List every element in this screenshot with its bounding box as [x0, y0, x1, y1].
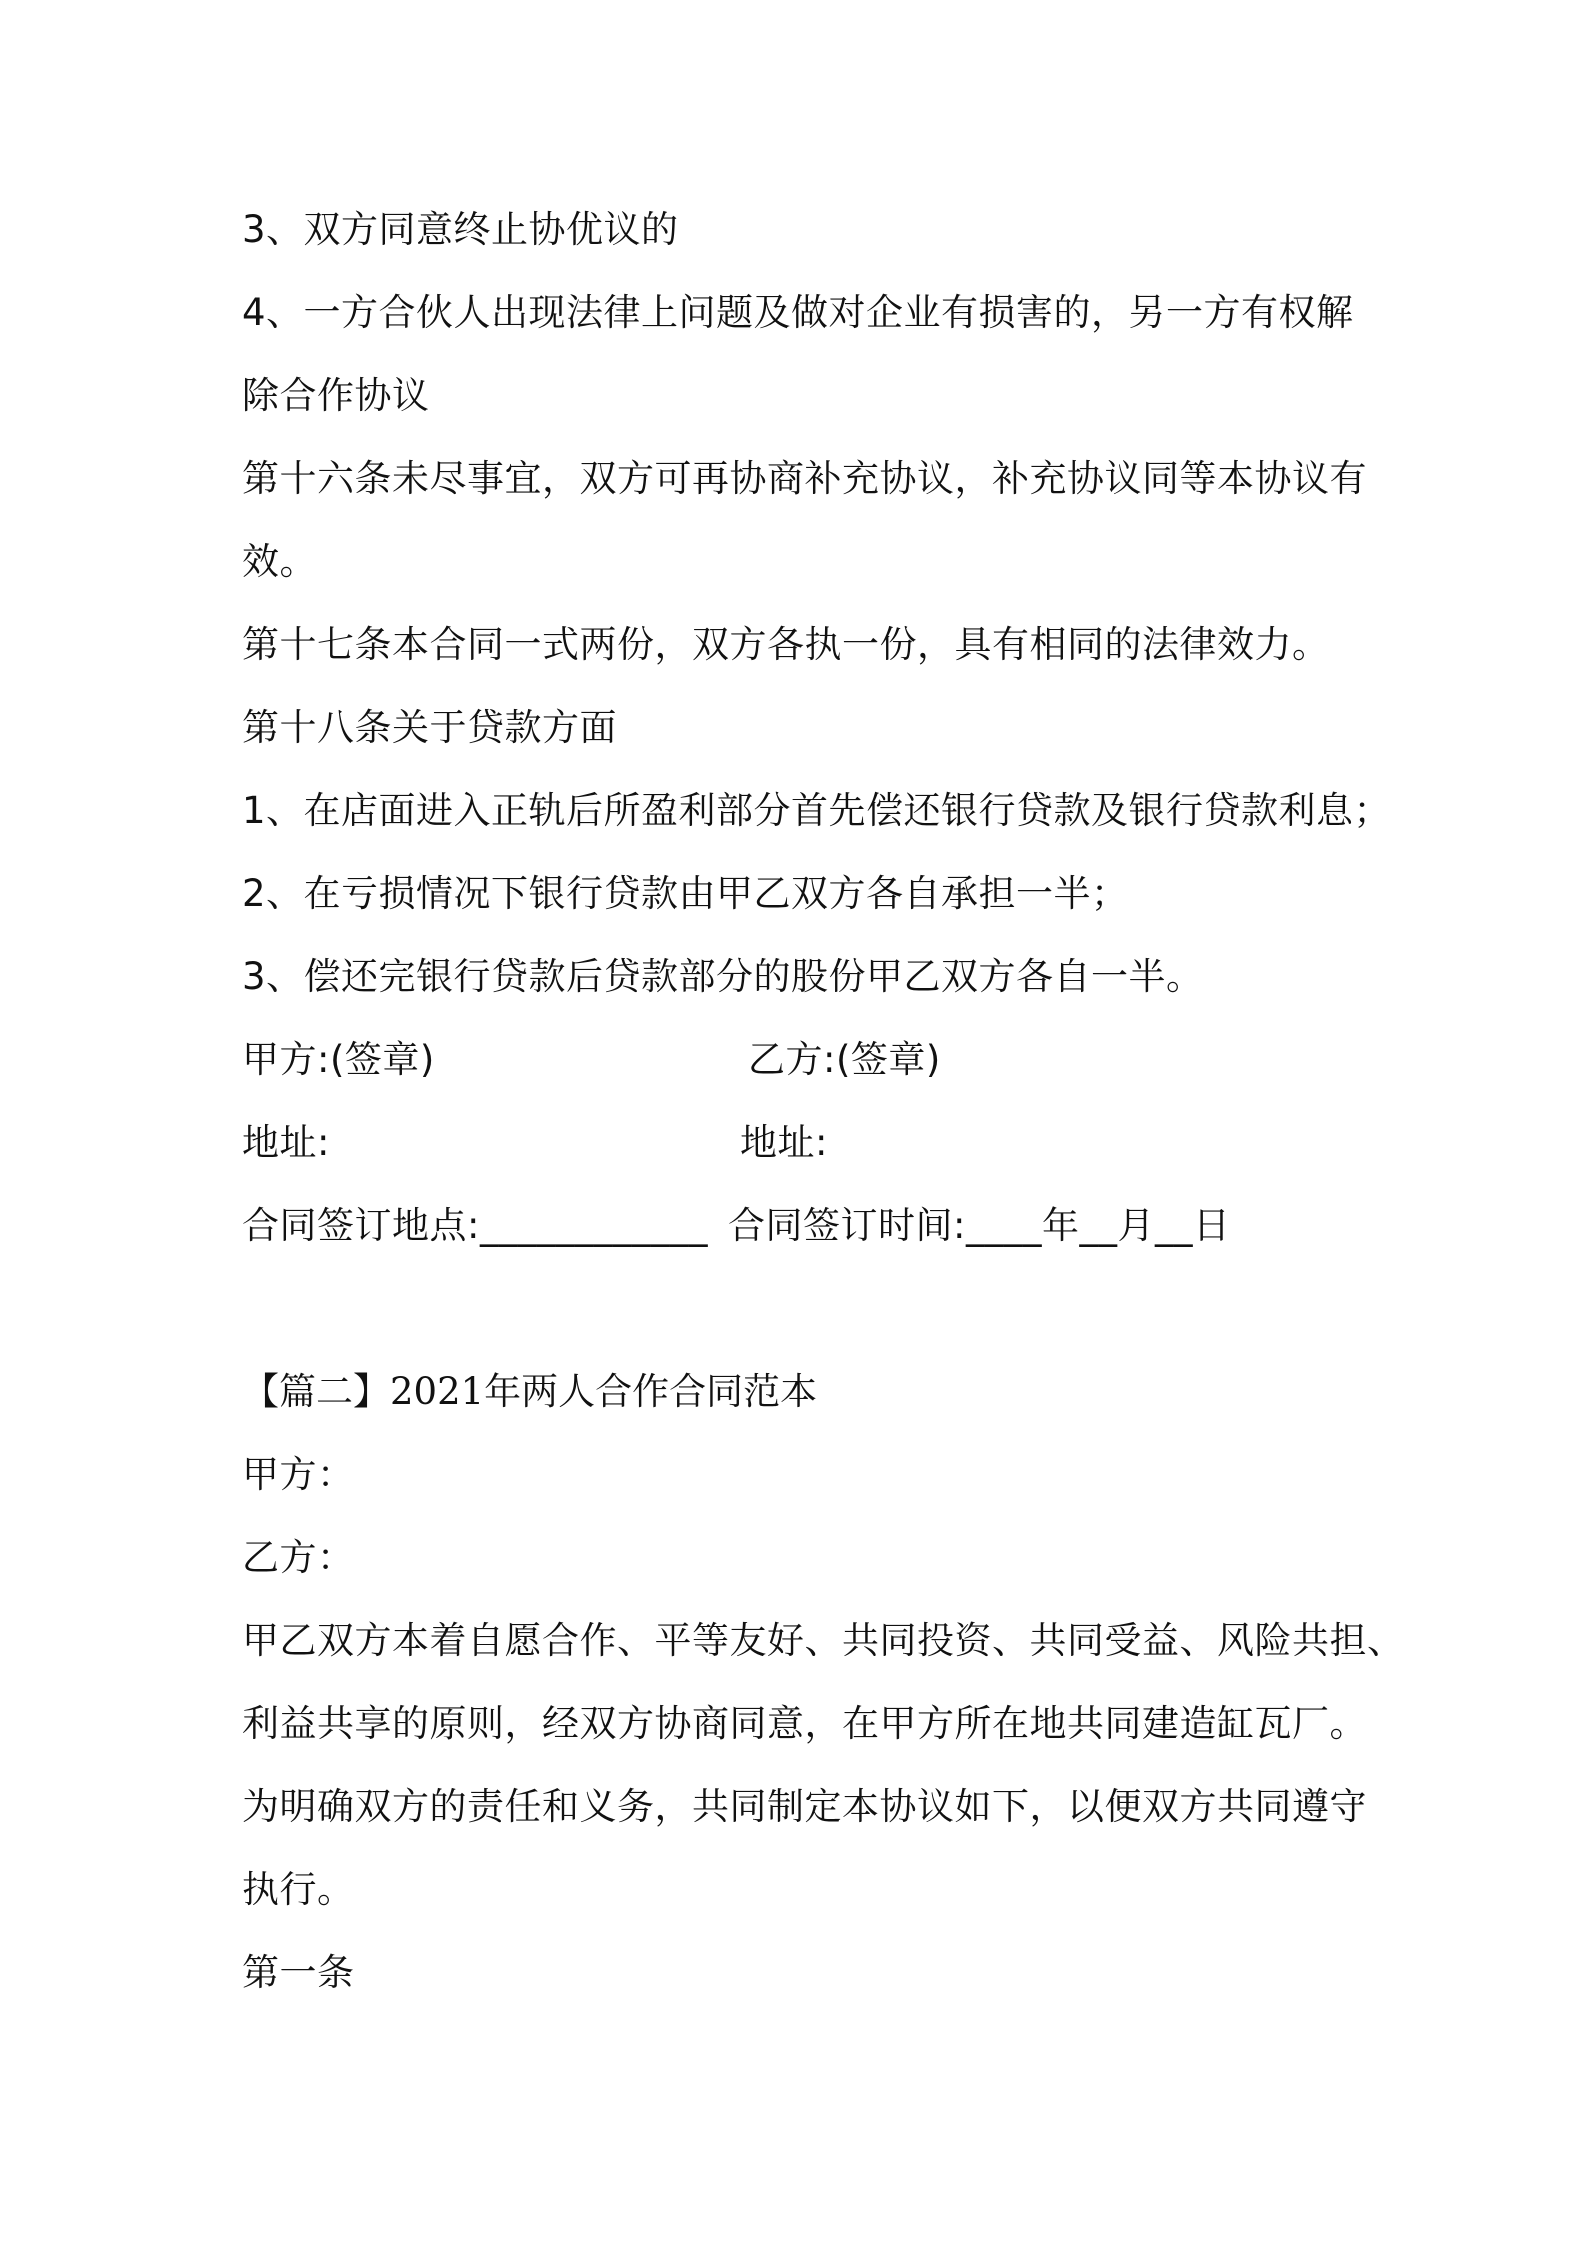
party-b-label: 乙方：: [242, 1536, 355, 1579]
text-line: 4、一方合伙人出现法律上问题及做对企业有损害的，另一方有权解: [242, 291, 1354, 334]
text-line: 为明确双方的责任和义务，共同制定本协议如下，以便双方共同遵守: [242, 1785, 1367, 1828]
text-line: 3、偿还完银行贷款后贷款部分的股份甲乙双方各自一半。: [242, 955, 1204, 998]
section-heading: 【篇二】2021年两人合作合同范本: [242, 1370, 818, 1413]
party-a-signature: 甲方:(签章): [242, 1038, 435, 1081]
text-line: 第十八条关于贷款方面: [242, 706, 617, 749]
contract-sign-place: 合同签订地点:____________: [242, 1204, 708, 1247]
text-line: 执行。: [242, 1868, 355, 1911]
text-line: 3、双方同意终止协优议的: [242, 208, 679, 251]
party-b-signature: 乙方:(签章): [748, 1038, 941, 1081]
text-line: 除合作协议: [242, 374, 430, 417]
text-line: 甲乙双方本着自愿合作、平等友好、共同投资、共同受益、风险共担、: [242, 1619, 1405, 1662]
text-line: 1、在店面进入正轨后所盈利部分首先偿还银行贷款及银行贷款利息；: [242, 789, 1392, 832]
contract-sign-time: 合同签订时间:____年__月__日: [728, 1204, 1231, 1247]
text-line: 2、在亏损情况下银行贷款由甲乙双方各自承担一半；: [242, 872, 1129, 915]
article-heading: 第一条: [242, 1951, 355, 1994]
text-line: 效。: [242, 540, 317, 583]
text-line: 第十七条本合同一式两份，双方各执一份，具有相同的法律效力。: [242, 623, 1330, 666]
party-b-address: 地址:: [740, 1121, 828, 1164]
party-a-address: 地址:: [242, 1121, 330, 1164]
party-a-label: 甲方：: [242, 1453, 355, 1496]
text-line: 第十六条未尽事宜，双方可再协商补充协议，补充协议同等本协议有: [242, 457, 1367, 500]
text-line: 利益共享的原则，经双方协商同意，在甲方所在地共同建造缸瓦厂。: [242, 1702, 1367, 1745]
